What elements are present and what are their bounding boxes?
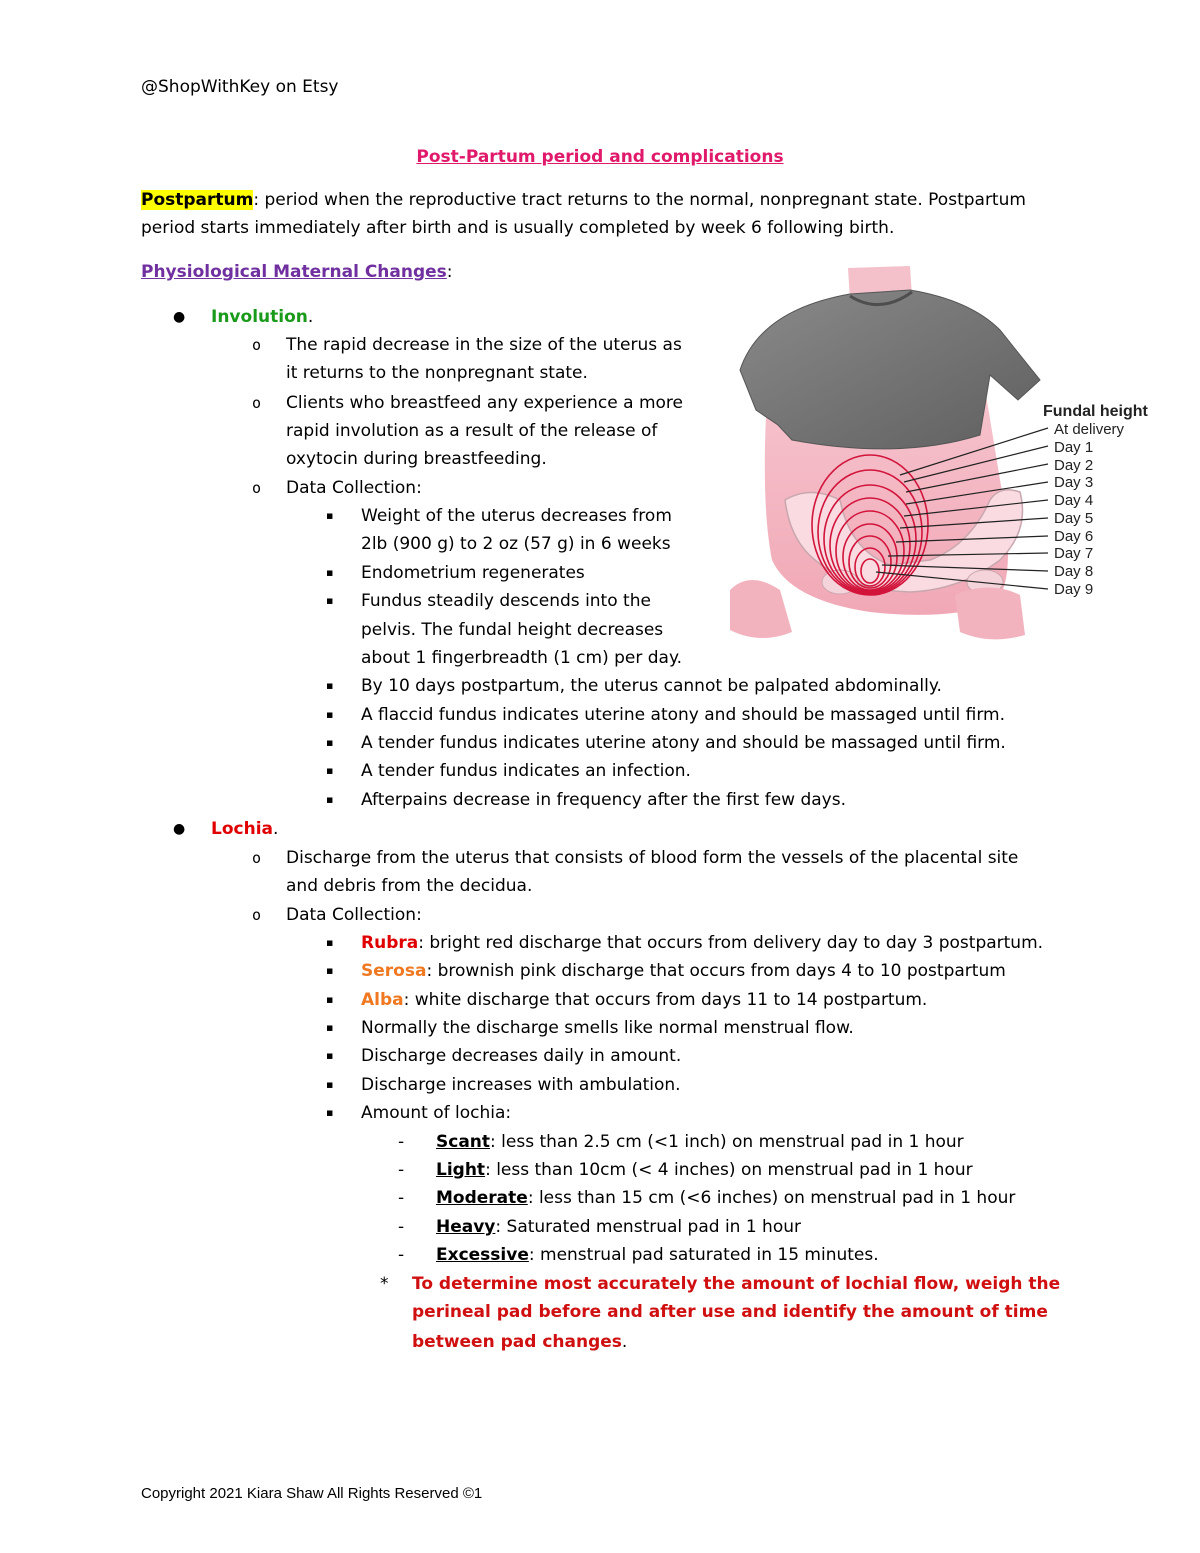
lochia-item: Amount of lochia: <box>361 1103 512 1123</box>
lochia-dot: . <box>273 819 279 839</box>
figure-label: Day 4 <box>1054 492 1094 509</box>
figure-label: Day 9 <box>1054 581 1094 598</box>
note-line-3-text: between pad changes <box>412 1332 622 1352</box>
intro-text-1: : period when the reproductive tract returns to the normal, nonpregnant state. Postpartum <box>253 190 1026 210</box>
bullet-icon: ● <box>173 309 186 325</box>
square-bullet-icon: ▪ <box>326 566 334 579</box>
involution-sub1-line2: it returns to the nonpregnant state. <box>286 363 588 383</box>
amount-text: : less than 10cm (< 4 inches) on menstrual pad in 1 hour <box>485 1160 973 1180</box>
dash-bullet-icon: - <box>398 1160 405 1180</box>
square-bullet-icon: ▪ <box>326 764 334 777</box>
involution-item: about 1 fingerbreadth (1 cm) per day. <box>361 648 682 668</box>
lochia-sub1-line1: Discharge from the uterus that consists of blood form the vessels of the placental site <box>286 848 1019 868</box>
amount-term: Heavy <box>436 1217 496 1237</box>
involution-item: A flaccid fundus indicates uterine atony and should be massaged until firm. <box>361 705 1006 725</box>
note-line-1: To determine most accurately the amount of lochial flow, weigh the <box>412 1274 1061 1294</box>
lochia-heading <box>211 815 278 843</box>
square-bullet-icon: ▪ <box>326 993 334 1006</box>
involution-sub2-line2: rapid involution as a result of the release of <box>286 421 658 441</box>
amount-light <box>436 1156 973 1184</box>
page-footer: Copyright 2021 Kiara Shaw All Rights Reserved ©1 <box>141 1485 483 1502</box>
involution-heading <box>211 303 313 331</box>
square-bullet-icon: ▪ <box>326 679 334 692</box>
circle-bullet-icon: o <box>252 906 262 924</box>
figure-label: At delivery <box>1054 421 1125 438</box>
lochia-title: Lochia <box>211 819 273 839</box>
involution-item: 2lb (900 g) to 2 oz (57 g) in 6 weeks <box>361 534 671 554</box>
square-bullet-icon: ▪ <box>326 594 334 607</box>
square-bullet-icon: ▪ <box>326 1078 334 1091</box>
dash-bullet-icon: - <box>398 1245 405 1265</box>
involution-item: A tender fundus indicates an infection. <box>361 761 691 781</box>
left-hand <box>730 580 792 638</box>
star-bullet-icon: * <box>380 1274 389 1294</box>
involution-item: pelvis. The fundal height decreases <box>361 620 664 640</box>
involution-item: Fundus steadily descends into the <box>361 591 651 611</box>
amount-term: Moderate <box>436 1188 528 1208</box>
note-end: . <box>621 1332 628 1352</box>
involution-data-collection: Data Collection: <box>286 478 422 498</box>
involution-sub1-line1: The rapid decrease in the size of the uterus as <box>286 335 682 355</box>
square-bullet-icon: ▪ <box>326 1106 334 1119</box>
figure-label: Day 8 <box>1054 563 1094 580</box>
involution-item: By 10 days postpartum, the uterus cannot be palpated abdominally. <box>361 676 942 696</box>
intro-line-1 <box>141 186 1026 214</box>
figure-label: Day 6 <box>1054 528 1094 545</box>
section-heading-text: Physiological Maternal Changes <box>141 262 447 282</box>
lochia-data-collection: Data Collection: <box>286 905 422 925</box>
square-bullet-icon: ▪ <box>326 964 334 977</box>
figure-label: Day 3 <box>1054 474 1094 491</box>
note-line-2: perineal pad before and after use and identify the amount of time <box>412 1302 1048 1322</box>
involution-dot: . <box>307 307 314 327</box>
involution-item: A tender fundus indicates uterine atony and should be massaged until firm. <box>361 733 1006 753</box>
alba-term: Alba <box>361 990 404 1010</box>
lochia-rubra <box>361 929 1043 957</box>
serosa-text: : brownish pink discharge that occurs from days 4 to 10 postpartum <box>426 961 1006 981</box>
amount-moderate <box>436 1184 1015 1212</box>
rubra-text: : bright red discharge that occurs from delivery day to day 3 postpartum. <box>418 933 1044 953</box>
amount-term: Scant <box>436 1132 491 1152</box>
square-bullet-icon: ▪ <box>326 708 334 721</box>
page-header: @ShopWithKey on Etsy <box>141 77 339 97</box>
square-bullet-icon: ▪ <box>326 736 334 749</box>
right-hand <box>955 588 1025 640</box>
postpartum-term: Postpartum <box>141 190 254 210</box>
circle-bullet-icon: o <box>252 479 262 497</box>
square-bullet-icon: ▪ <box>326 1021 334 1034</box>
circle-bullet-icon: o <box>252 849 262 867</box>
alba-text: : white discharge that occurs from days 11 to 14 postpartum. <box>403 990 928 1010</box>
square-bullet-icon: ▪ <box>326 509 334 522</box>
note-line-3 <box>412 1328 627 1356</box>
bullet-icon: ● <box>173 821 186 837</box>
amount-excessive <box>436 1241 879 1269</box>
involution-item: Endometrium regenerates <box>361 563 585 583</box>
dash-bullet-icon: - <box>398 1132 405 1152</box>
amount-term: Excessive <box>436 1245 529 1265</box>
dash-bullet-icon: - <box>398 1188 405 1208</box>
rubra-term: Rubra <box>361 933 419 953</box>
square-bullet-icon: ▪ <box>326 1049 334 1062</box>
involution-item: Weight of the uterus decreases from <box>361 506 672 526</box>
circle-bullet-icon: o <box>252 336 262 354</box>
circle-bullet-icon: o <box>252 394 262 412</box>
figure-label: Day 7 <box>1054 545 1094 562</box>
amount-text: : menstrual pad saturated in 15 minutes. <box>528 1245 879 1265</box>
dash-bullet-icon: - <box>398 1217 405 1237</box>
amount-scant <box>436 1128 964 1156</box>
involution-sub2-line1: Clients who breastfeed any experience a more <box>286 393 684 413</box>
involution-title: Involution <box>211 307 308 327</box>
section-heading <box>141 258 453 286</box>
lochia-alba <box>361 986 927 1014</box>
amount-text: : Saturated menstrual pad in 1 hour <box>495 1217 801 1237</box>
lochia-item: Normally the discharge smells like normal menstrual flow. <box>361 1018 854 1038</box>
serosa-term: Serosa <box>361 961 427 981</box>
document-title: Post-Partum period and complications <box>416 147 784 167</box>
amount-heavy <box>436 1213 801 1241</box>
involution-sub2-line3: oxytocin during breastfeeding. <box>286 449 547 469</box>
involution-item: Afterpains decrease in frequency after the first few days. <box>361 790 846 810</box>
figure-title: Fundal height <box>1043 403 1148 420</box>
intro-line-2: period starts immediately after birth and is usually completed by week 6 following birth. <box>141 218 895 238</box>
lochia-item: Discharge increases with ambulation. <box>361 1075 681 1095</box>
figure-label: Day 5 <box>1054 510 1094 527</box>
lochia-serosa <box>361 957 1006 985</box>
square-bullet-icon: ▪ <box>326 936 334 949</box>
figure-label: Day 2 <box>1054 457 1094 474</box>
amount-term: Light <box>436 1160 486 1180</box>
square-bullet-icon: ▪ <box>326 793 334 806</box>
section-heading-colon: : <box>446 262 453 282</box>
fundal-height-figure <box>700 260 1180 650</box>
amount-text: : less than 2.5 cm (<1 inch) on menstrual pad in 1 hour <box>490 1132 964 1152</box>
amount-text: : less than 15 cm (<6 inches) on menstrual pad in 1 hour <box>527 1188 1016 1208</box>
lochia-item: Discharge decreases daily in amount. <box>361 1046 682 1066</box>
lochia-sub1-line2: and debris from the decidua. <box>286 876 533 896</box>
figure-label: Day 1 <box>1054 439 1094 456</box>
shirt-shape <box>740 290 1040 449</box>
